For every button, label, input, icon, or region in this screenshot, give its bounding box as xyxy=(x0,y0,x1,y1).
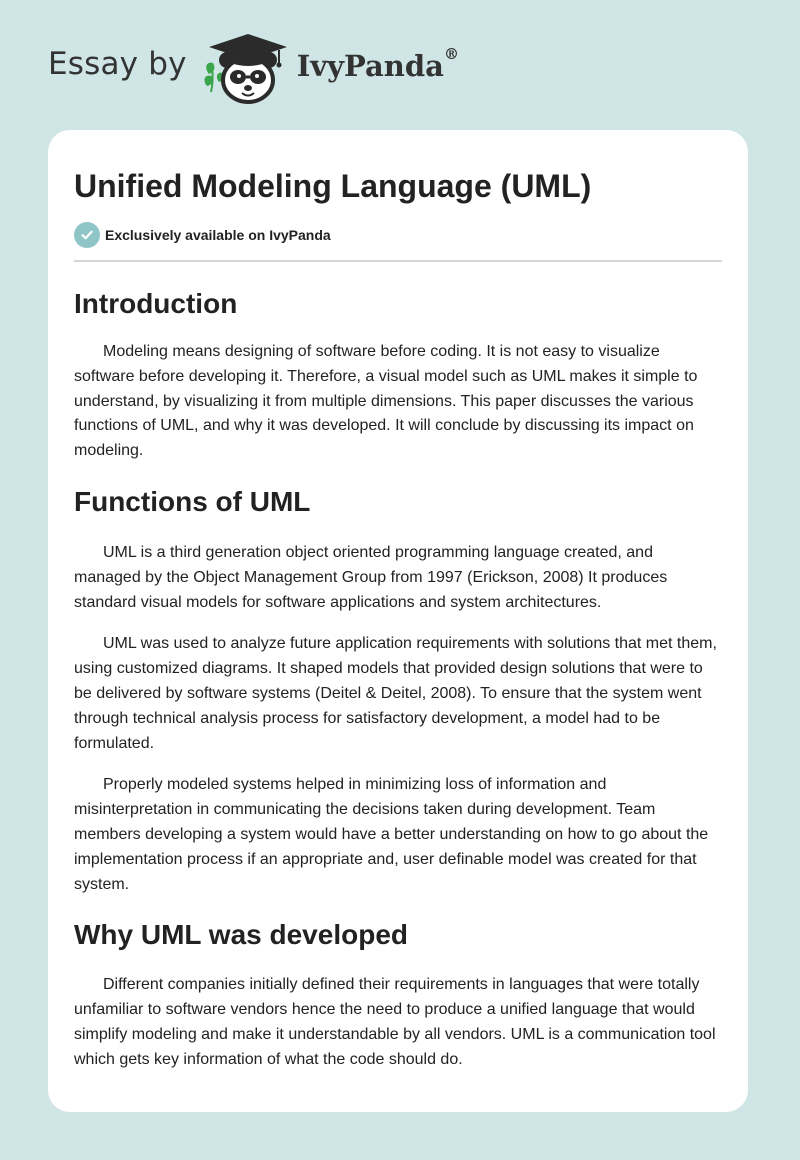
paragraph: Modeling means designing of software before coding. It is not easy to visualize software before developing it. Therefore, a visual model such as UML makes it simple to understand, by visualizing it from multiple dimensions. This paper discusses the various functions of UML, and why it was developed. It will conclude by discussing its impact on modeling. xyxy=(74,343,698,460)
registered-mark: ® xyxy=(443,45,459,63)
check-circle-icon xyxy=(74,222,100,248)
panda-graduate-logo-icon[interactable] xyxy=(201,30,293,110)
paragraph: Different companies initially defined their requirements in languages that were totally unfamiliar to software vendors hence the need to produce a unified language that would simplify modeling and make it understandable by all vendors. UML is a communication tool which gets key information of what the code should do. xyxy=(74,976,716,1068)
essay-card xyxy=(48,130,748,1112)
section-heading: Introduction xyxy=(74,288,238,319)
site-header xyxy=(48,30,459,110)
exclusive-badge xyxy=(74,222,722,248)
paragraph: UML was used to analyze future application requirements with solutions that met them, using customized diagrams. It shaped models that provided design solutions that were to be delivered by software systems (Deitel & Deitel, 2008). To ensure that the system went through technical analysis process for satisfactory development, a model had to be formulated. xyxy=(74,635,717,752)
section-introduction xyxy=(74,287,722,464)
section-why-uml-was-developed xyxy=(74,918,722,1072)
section-functions-of-uml xyxy=(74,485,722,897)
paragraph: UML is a third generation object oriented programming language created, and managed by the Object Management Group from 1997 (Erickson, 2008) It produces standard visual models for software applications and system architectures. xyxy=(74,543,668,611)
page-title: Unified Modeling Language (UML) xyxy=(74,168,592,204)
title-divider xyxy=(74,260,722,262)
brand-prefix: Essay by xyxy=(48,46,187,82)
section-heading: Functions of UML xyxy=(74,485,311,517)
section-heading: Why UML was developed xyxy=(74,919,408,951)
brand-name-text: IvyPanda xyxy=(296,49,444,83)
brand-name[interactable] xyxy=(296,45,459,83)
badge-text: Exclusively available on IvyPanda xyxy=(105,227,331,243)
paragraph: Properly modeled systems helped in minimizing loss of information and misinterpretation in communicating the decisions taken during development. Team members developing a system would have a better understanding on how to go about the implementation process if an appropriate and, user definable model was created for that system. xyxy=(74,776,709,893)
